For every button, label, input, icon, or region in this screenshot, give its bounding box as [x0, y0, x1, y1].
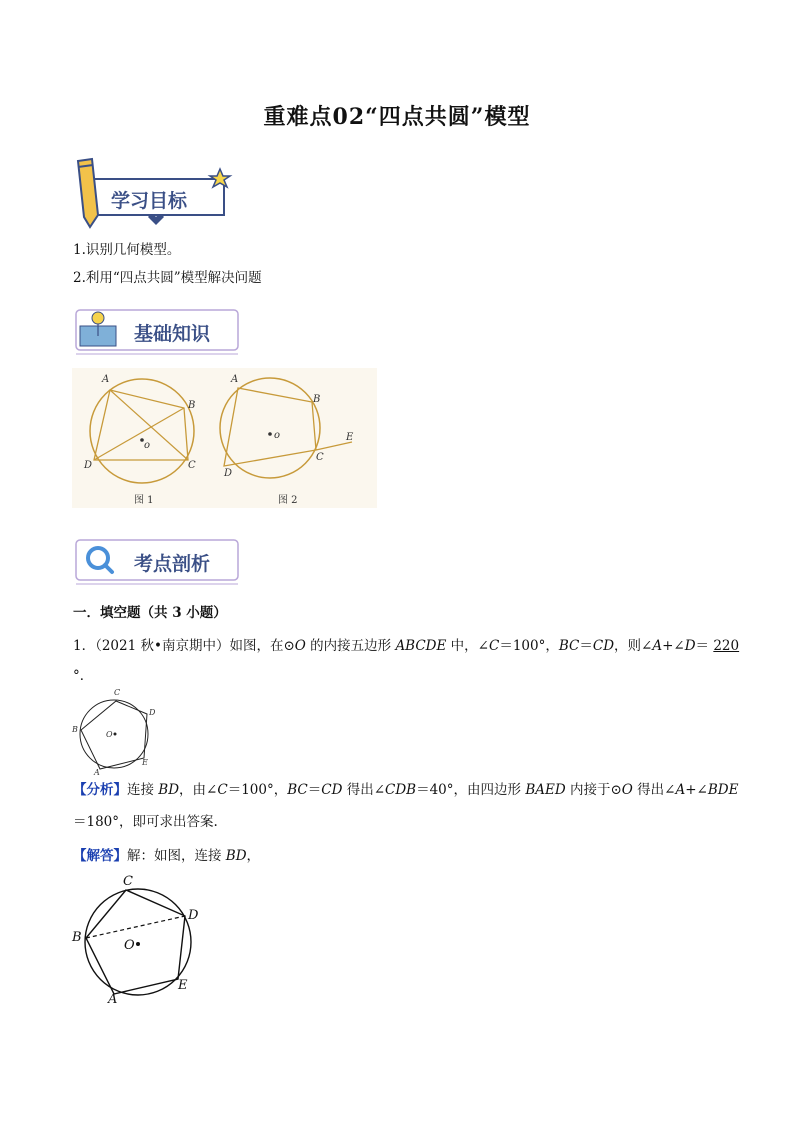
goals-banner [66, 155, 236, 230]
fig2-label-A: A [231, 374, 239, 385]
label-C: C [123, 874, 133, 889]
question-1-tail: °． [73, 668, 94, 684]
goal-item: 1.识别几何模型。 [73, 242, 181, 258]
goals-banner-title: 学习目标 [111, 190, 188, 212]
fig2-label-O: o [274, 430, 281, 441]
page-title: 重难点02“四点共圆”模型 [263, 104, 531, 130]
fig2-caption: 图 2 [278, 495, 298, 506]
fig1-label-D: D [84, 460, 93, 471]
fig2-label-E: E [346, 432, 354, 443]
label-O: O [124, 938, 135, 953]
bulb-icon [92, 312, 104, 324]
fig2-label-C: C [316, 452, 324, 463]
fig1-label-A: A [102, 374, 110, 385]
basics-banner-title: 基础知识 [134, 323, 211, 345]
label-D: D [188, 908, 199, 923]
goal-item: 2.利用“四点共圆”模型解决问题 [73, 270, 262, 286]
fig1-label-C: C [188, 460, 196, 471]
solution-line: 【解答】解：如图，连接 BD， [73, 848, 261, 864]
analysis-line-2: ＝180°，即可求出答案. [73, 814, 218, 830]
question-1: 1．（2021 秋•南京期中）如图，在⊙O 的内接五边形 ABCDE 中，∠C＝100°，BC＝CD，则∠A+∠D＝ 220 [73, 638, 740, 654]
heart-icon [148, 215, 164, 226]
fig1-label-B: B [188, 400, 196, 411]
solution-tag: 【解答】 [73, 848, 127, 864]
section-heading: 一．填空题（共 3 小题） [73, 605, 227, 621]
answer-blank: 220 [713, 638, 740, 654]
small-pentagon-figure: C D B O E A [70, 692, 160, 776]
label-A: A [108, 992, 118, 1007]
label-E: E [178, 978, 188, 993]
large-pentagon-figure [68, 876, 208, 1010]
analysis-banner-title: 考点剖析 [134, 553, 211, 575]
figure-1-2-graphic [72, 368, 377, 508]
fig1-caption: 图 1 [134, 495, 154, 506]
fig1-label-O: o [144, 440, 151, 451]
label-B: B [72, 930, 82, 945]
fig2-label-B: B [313, 394, 321, 405]
analysis-banner [72, 536, 244, 588]
basics-banner [72, 306, 244, 358]
analysis-tag: 【分析】 [73, 782, 127, 798]
analysis-line-1: 【分析】连接 BD，由∠C＝100°，BC＝CD 得出∠CDB＝40°，由四边形 BAED 内接于⊙O 得出∠A+∠BDE [73, 782, 739, 798]
basic-figures [72, 368, 377, 508]
fig2-label-D: D [224, 468, 233, 479]
